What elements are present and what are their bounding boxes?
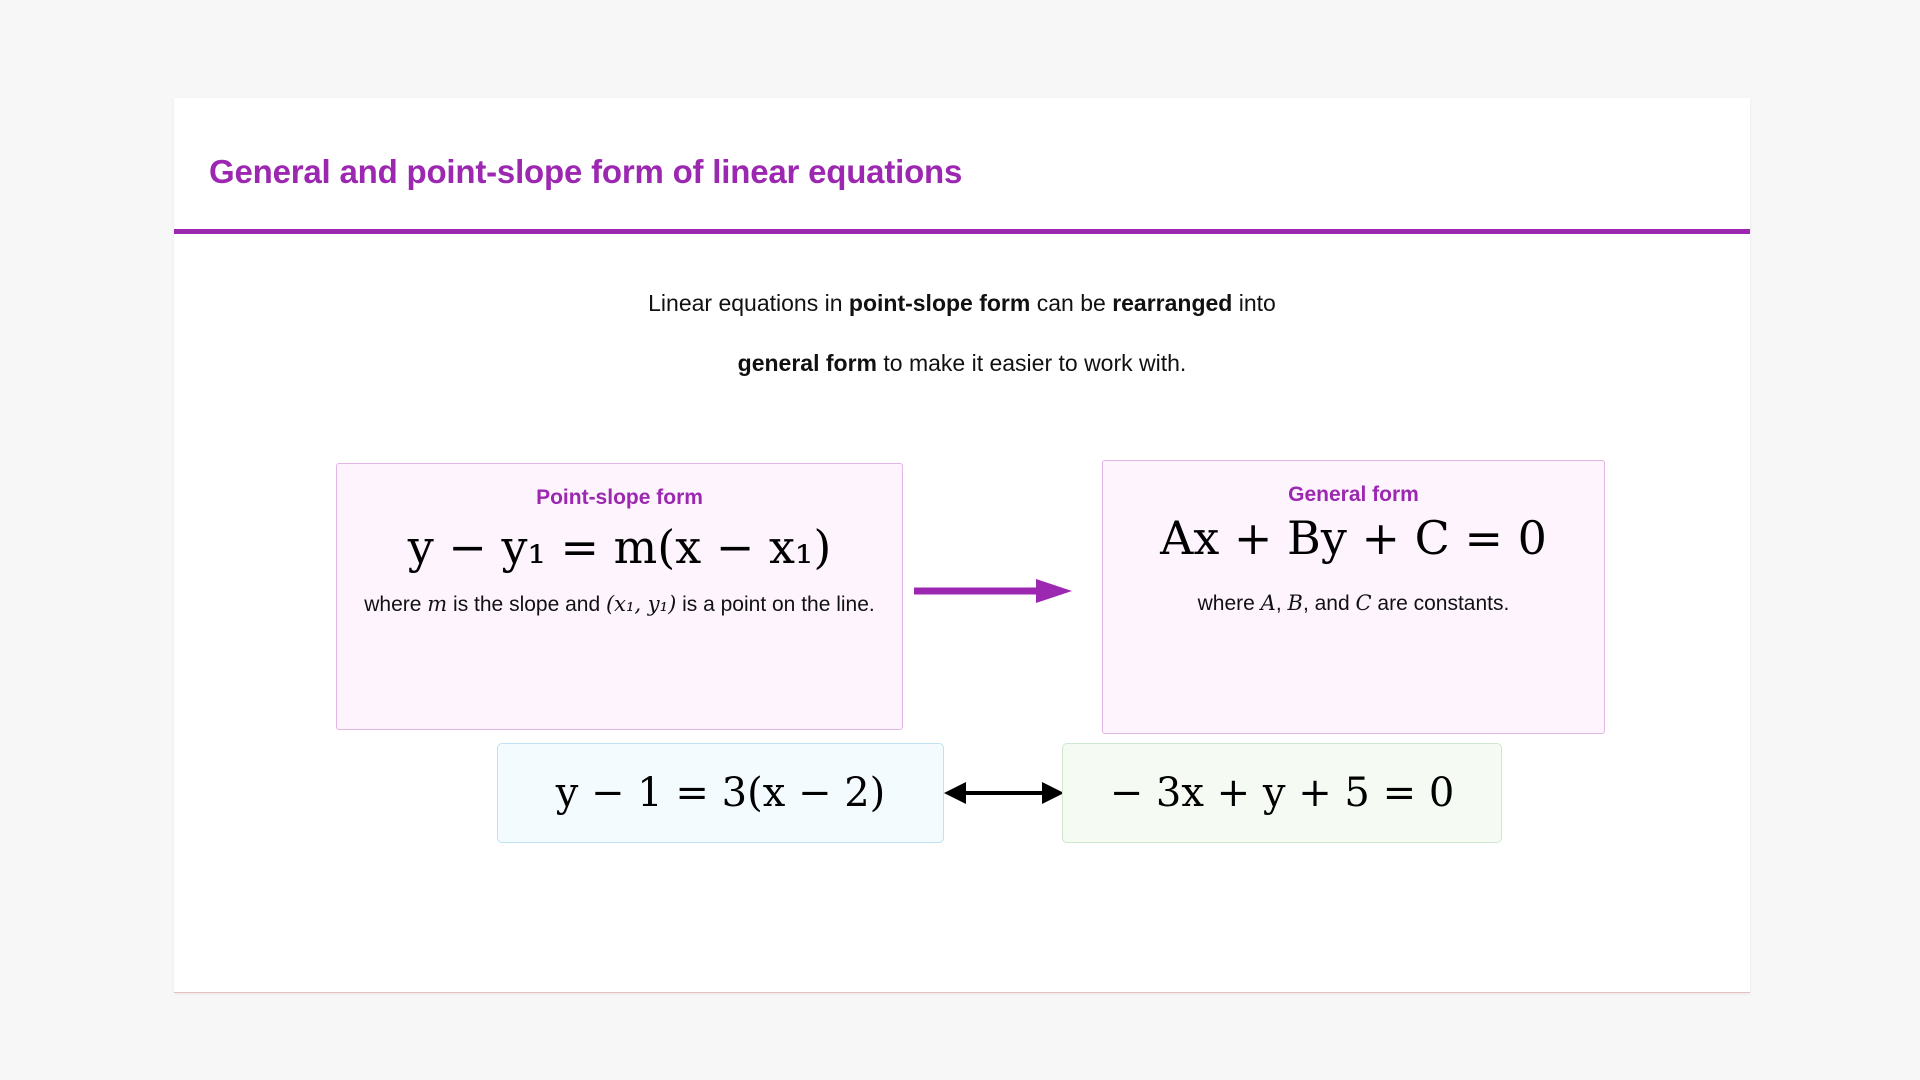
general-note-comma-2: , and [1302,592,1356,615]
page-title: General and point-slope form of linear equations [209,153,963,190]
general-note-line2: constants. [1413,592,1510,615]
point-slope-note-line2: is a point on the line. [682,593,875,616]
point-slope-note [337,580,902,629]
general-note-pre: where [1197,592,1261,615]
intro-line1-bold-1: point-slope form [848,290,1031,316]
intro-line1-mid: can be [1030,290,1113,316]
general-form-box [1102,460,1605,734]
general-heading: General form [1288,483,1419,506]
intro-line2-bold-1: general form [737,350,877,376]
example-general-box [1062,743,1502,843]
general-note-post: are [1371,592,1408,615]
general-note-comma-1: , [1275,592,1288,615]
general-note-var-b: B [1287,591,1303,615]
intro-line1-pre: Linear equations in [648,290,849,316]
right-arrow-icon [914,578,1072,604]
example-point-slope-box [497,743,944,843]
double-arrow-icon [944,778,1064,808]
general-note-var-a: A [1260,591,1276,615]
point-slope-equation: y − y₁ = m(x − x₁) [407,520,832,574]
general-equation: Ax + By + C = 0 [1160,511,1547,565]
example-general-equation: − 3x + y + 5 = 0 [1109,770,1455,816]
intro-line2-post: to make it easier to work with. [876,350,1187,376]
point-slope-form-box [336,463,903,730]
intro-line-1 [174,273,1750,333]
point-slope-heading: Point-slope form [536,486,703,509]
point-slope-note-point: (x₁, y₁) [605,592,677,616]
general-note [1103,579,1604,628]
point-slope-note-mid: is the slope and [447,593,606,616]
point-slope-note-var-m: m [427,592,448,616]
intro-text [174,273,1750,393]
intro-line1-bold-2: rearranged [1112,290,1233,316]
intro-line1-post: into [1232,290,1276,316]
title-divider [174,229,1750,234]
intro-line-2 [174,333,1750,393]
general-note-var-c: C [1355,591,1372,615]
point-slope-note-pre: where [364,593,428,616]
slide-card [174,98,1750,993]
example-point-slope-equation: y − 1 = 3(x − 2) [555,770,886,816]
